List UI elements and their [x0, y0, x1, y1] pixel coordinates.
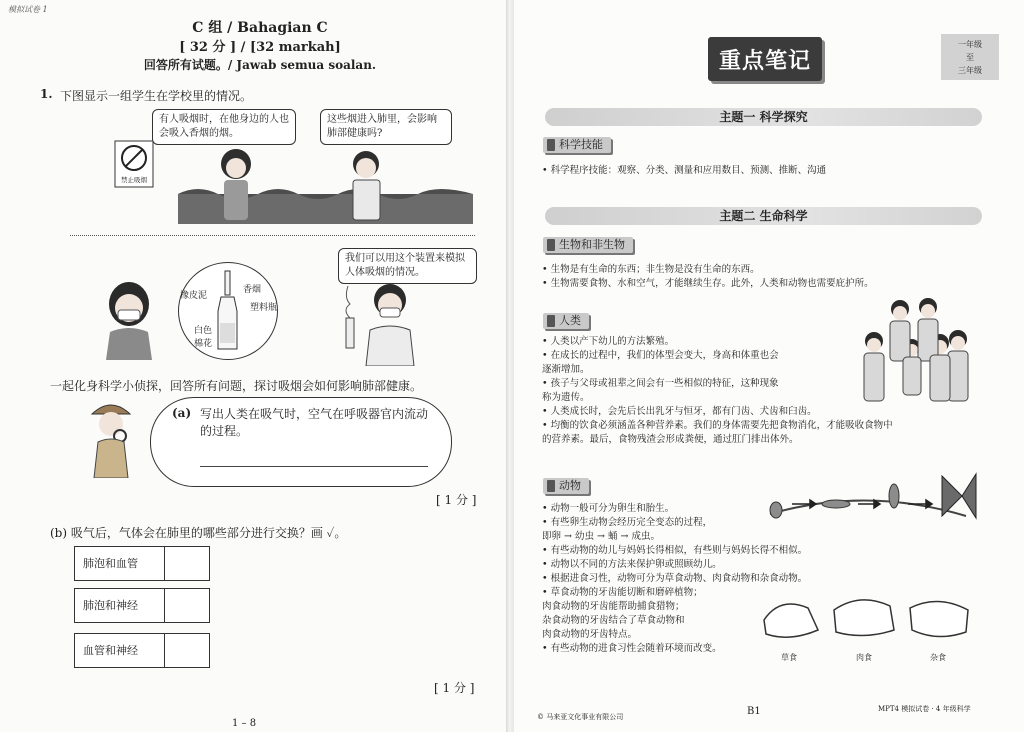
part-b-text: (b) 吸气后，气体会在肺里的哪些部分进行交换？画 ✓。 [50, 526, 347, 540]
detective-intro: 一起化身科学小侦探，回答所有问题，探讨吸烟会如何影响肺部健康。 [50, 379, 423, 393]
animal-line-2: • 有些卵生动物会经历完全变态的过程， [542, 517, 713, 528]
human-line-5: 称为遗传。 [542, 392, 590, 403]
teacher-figure-icon [340, 278, 420, 366]
animal-line-11: • 有些动物的进食习性会随着环境而改变。 [542, 643, 722, 654]
exam-page [0, 0, 506, 732]
butterfly-lifecycle-illustration [766, 466, 978, 534]
living-item-1: • 生物是有生命的东西；非生物是没有生命的东西。 [542, 264, 760, 275]
animal-line-10: 肉食动物的牙齿特点。 [542, 629, 638, 640]
animal-line-5: • 动物以不同的方法来保护卵或照顾幼儿。 [542, 559, 722, 570]
human-line-3: 逐渐增加。 [542, 364, 590, 375]
part-a-label: (a) [172, 406, 192, 420]
family-icon [858, 295, 980, 405]
header-tag: 模拟试卷 1 [8, 5, 48, 14]
option-label: 肺泡和血管 [83, 557, 138, 570]
family-illustration [858, 295, 980, 405]
teacher-speech-bubble: 我们可以用这个装置来模拟人体吸烟的情况。 [338, 248, 477, 284]
human-line-6: • 人类成长时，会先后长出乳牙与恒牙，都有门齿、犬齿和臼齿。 [542, 406, 817, 417]
part-a-text: 写出人类在吸气时，空气在呼吸器官内流动的过程。 [200, 407, 429, 438]
living-item-2: • 生物需要食物、水和空气，才能继续生存。此外，人类和动物也需要庇护所。 [542, 278, 874, 289]
animal-line-4: • 有些动物的幼儿与妈妈长得相似，有些则与妈妈长得不相似。 [542, 545, 808, 556]
animal-line-6: • 根据进食习性，动物可分为草食动物、肉食动物和杂食动物。 [542, 573, 808, 584]
label-plastic-bottle: 塑料瓶 [250, 303, 278, 313]
animal-line-9: 杂食动物的牙齿结合了草食动物和 [542, 615, 685, 626]
label-cotton: 棉花 [194, 339, 213, 349]
instruction: 回答所有试题。/ Jawab semua soalan. [143, 58, 377, 72]
part-a-answer-line[interactable] [200, 466, 428, 467]
masked-girl-figure [98, 280, 160, 360]
theme-2-bar: 主题二 生命科学 [545, 207, 982, 225]
section-animal-tag: 动物 [543, 478, 589, 494]
option-alveoli-nerves [74, 588, 210, 623]
tick-box[interactable] [164, 634, 209, 667]
footer-page-number: B1 [747, 706, 761, 717]
animal-line-7: • 草食动物的牙齿能切断和磨碎植物； [542, 587, 703, 598]
option-blood-vessels-nerves [74, 633, 210, 668]
no-smoking-sign [114, 140, 154, 188]
human-line-4: • 孩子与父母或祖辈之间会有一些相似的特征，这种现象 [542, 378, 779, 389]
label-cigarette: 香烟 [243, 285, 262, 295]
tick-box[interactable] [164, 589, 209, 622]
part-a-marks: [ 1 分 ] [436, 493, 477, 507]
scene-illustration [178, 134, 473, 224]
skull-label-omnivore: 杂食 [930, 653, 946, 662]
detective-icon [86, 396, 136, 478]
option-label: 血管和神经 [83, 644, 138, 657]
section-skills-tag: 科学技能 [543, 137, 611, 153]
book-gutter [506, 0, 514, 732]
human-line-8: 的营养素。最后，食物残渣会形成粪便，通过肛门排出体外。 [542, 434, 799, 445]
grade-line-3: 三年级 [958, 66, 982, 75]
girl-figure-icon [98, 280, 160, 360]
option-alveoli-blood-vessels [74, 546, 210, 581]
skulls-icon [760, 590, 975, 650]
animal-line-8: 肉食动物的牙齿能帮助捕食猎物； [542, 601, 685, 612]
dotted-divider [70, 235, 475, 236]
skull-label-herbivore: 草食 [781, 653, 797, 662]
option-label: 肺泡和神经 [83, 599, 138, 612]
boy-speech-bubble: 这些烟进入肺里，会影响肺部健康吗? [320, 109, 452, 145]
marks-title: [ 32 分 ] / [32 markah] [179, 40, 341, 55]
notes-title: 重点笔记 [708, 37, 822, 81]
animal-line-1: • 动物一般可分为卵生和胎生。 [542, 503, 675, 514]
animal-line-3: 即卵 → 幼虫 → 蛹 → 成虫。 [542, 531, 660, 542]
skills-item: • 科学程序技能：观察、分类、测量和应用数目、预测、推断、沟通 [542, 165, 827, 176]
lifecycle-icon [766, 466, 978, 534]
detective-figure [86, 396, 136, 478]
skulls-illustration [760, 590, 975, 650]
section-title: C 组 / Bahagian C [192, 20, 328, 36]
label-white: 白色 [194, 326, 213, 336]
human-line-1: • 人类以产下幼儿的方法繁殖。 [542, 336, 675, 347]
part-b-marks: [ 1 分 ] [434, 681, 475, 695]
section-living-tag: 生物和非生物 [543, 237, 633, 253]
section-human-tag: 人类 [543, 313, 589, 329]
grade-line-2: 至 [966, 53, 974, 62]
question-text: 下图显示一组学生在学校里的情况。 [60, 89, 253, 103]
human-line-7: • 均衡的饮食必须涵盖各种营养素。我们的身体需要先把食物消化，才能吸收食物中 [542, 420, 893, 431]
footer-publisher: © 马来亚文化事业有限公司 [537, 713, 624, 721]
human-line-2: • 在成长的过程中，我们的体型会变大，身高和体重也会 [542, 350, 779, 361]
page-number: 1 – 8 [232, 718, 257, 729]
teacher-figure [340, 278, 420, 366]
label-plasticine: 橡皮泥 [180, 291, 208, 301]
girl-speech-bubble: 有人吸烟时，在他身边的人也会吸入香烟的烟。 [152, 109, 296, 145]
footer-series: MPT4 模拟试卷 · 4 年级科学 [878, 705, 971, 713]
theme-1-bar: 主题一 科学探究 [545, 108, 982, 126]
grade-tag [941, 34, 999, 80]
skull-label-carnivore: 肉食 [856, 653, 872, 662]
scene-grass-icon [178, 134, 473, 224]
tick-box[interactable] [164, 547, 209, 580]
question-number: 1. [40, 87, 53, 101]
grade-line-1: 一年级 [958, 40, 982, 49]
sign-label: 禁止吸烟 [121, 176, 147, 184]
